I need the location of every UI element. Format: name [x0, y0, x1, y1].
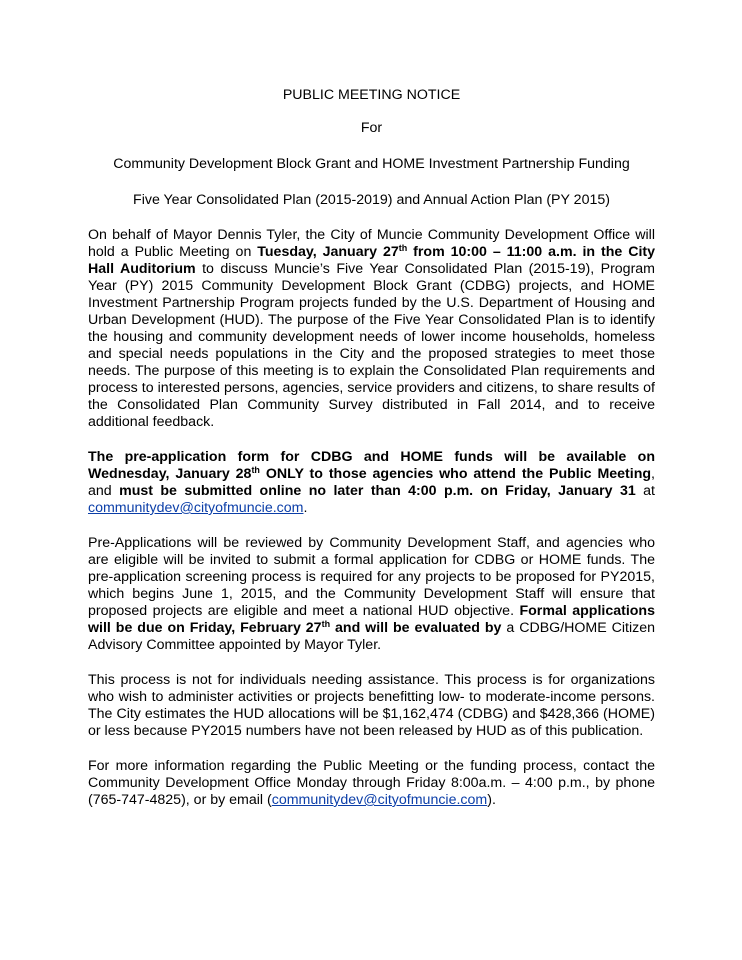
notice-title: PUBLIC MEETING NOTICE	[282, 87, 461, 103]
text: a CDBG/HOME Citizen Advisory Committee appointed by Mayor Tyler.	[88, 620, 656, 653]
paragraph-review	[88, 535, 655, 654]
paragraph-meeting	[88, 227, 655, 431]
paragraph-pre-application	[88, 449, 655, 517]
superscript: th	[251, 465, 260, 475]
text: On behalf of Mayor Dennis Tyler, the City of Muncie Community Development Office will hold a Public Meeting on	[88, 227, 655, 260]
text: For more information regarding the Public Meeting or the funding process, contact the Community Development Office Monday through Friday 8:00a.m. – 4:00 p.m., by phone (765-747-4825), or by email (	[88, 758, 655, 808]
text: , and	[88, 466, 655, 499]
paragraph-contact	[88, 758, 655, 809]
bold-text: and will be evaluated by	[330, 620, 502, 636]
bold-text: must be submitted online no later than 4:00 p.m. on Friday, January 31	[119, 483, 636, 499]
bold-text: ONLY to those agencies who attend the Public Meeting	[259, 466, 652, 482]
notice-subject: Community Development Block Grant and HOME Investment Partnership Funding	[113, 156, 630, 172]
bold-text: The pre-application form for CDBG and HOME funds will be available on Wednesday, January 28	[88, 449, 655, 482]
text: ).	[487, 792, 496, 808]
superscript: th	[321, 619, 331, 629]
bold-text: Tuesday, January 27	[257, 244, 399, 260]
text: This process is not for individuals needing assistance. This process is for organizations who wish to administer activities or projects benefitting low- to moderate-income persons. The City estimates the HUD allocations will be $1,162,474 (CDBG) and $428,366 (HOME) or less because PY2015 numbers have not been released by HUD as of this publication.	[88, 672, 655, 739]
superscript: th	[398, 243, 408, 253]
email-link[interactable]: communitydev@cityofmuncie.com	[271, 792, 488, 808]
paragraph-process	[88, 672, 655, 740]
text: Pre-Applications will be reviewed by Community Development Staff, and agencies who are eligible will be invited to submit a formal application for CDBG or HOME funds. The pre-application screening process is required for any projects to be proposed for PY2015, which begins June 1, 2015, and the Community Development Staff will ensure that proposed projects are eligible and meet a national HUD objective.	[88, 535, 655, 619]
bold-text: from 10:00 – 11:00 a.m. in the City Hall Auditorium	[88, 244, 655, 277]
notice-plan: Five Year Consolidated Plan (2015-2019) and Annual Action Plan (PY 2015)	[133, 192, 610, 208]
notice-for: For	[360, 120, 383, 136]
text: at	[635, 483, 655, 499]
text: to discuss Muncie’s Five Year Consolidated Plan (2015-19), Program Year (PY) 2015 Community Development Block Grant (CDBG) projects, and HOME Investment Partnership Program projects funded by the U.S. Department of Housing and Urban Development (HUD). The purpose of the Five Year Consolidated Plan is to identify the housing and community development needs of lower income households, homeless and special needs populations in the City and the proposed strategies to meet those needs. The purpose of this meeting is to explain the Consolidated Plan requirements and process to interested persons, agencies, service providers and citizens, to share results of the Consolidated Plan Community Survey distributed in Fall 2014, and to receive additional feedback.	[88, 261, 656, 430]
text: .	[303, 500, 308, 516]
email-link[interactable]: communitydev@cityofmuncie.com	[88, 500, 304, 516]
bold-text: Formal applications will be due on Friday, February 27	[88, 603, 655, 636]
